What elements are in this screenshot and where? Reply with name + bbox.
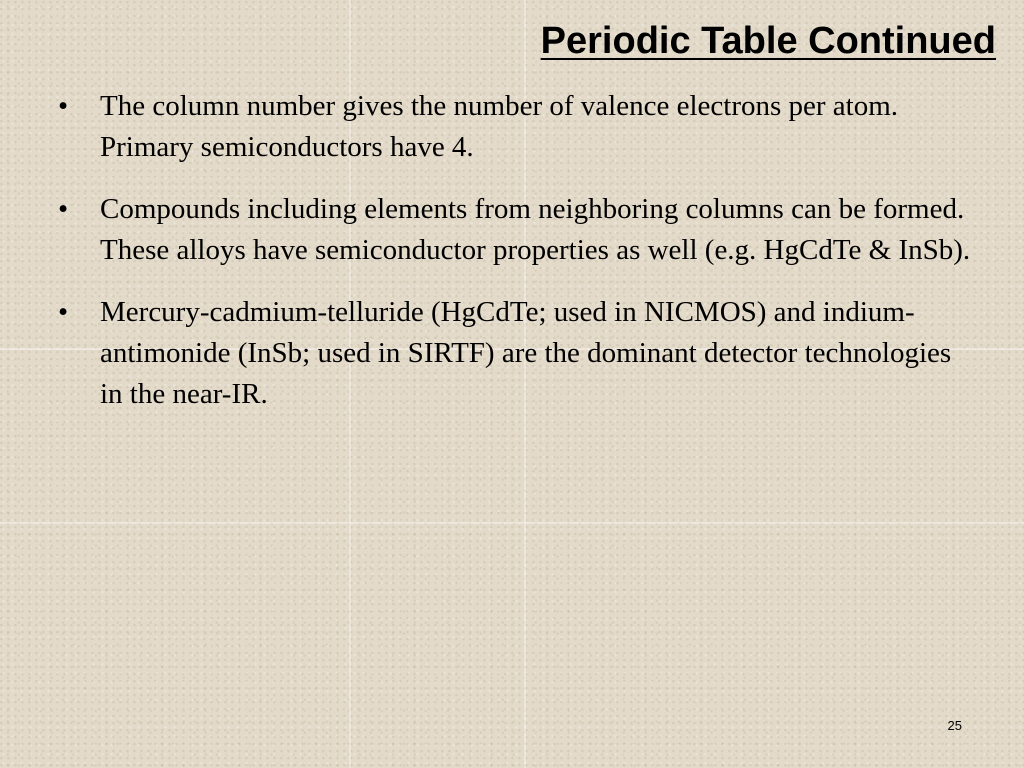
bullet-text: Mercury-cadmium-telluride (HgCdTe; used in NICMOS) and indium-antimonide (InSb; used in SIRTF) are the dominant detector technologies in the near-IR. <box>100 296 952 410</box>
bullet-marker: • <box>58 296 69 328</box>
bullet-item <box>58 292 978 415</box>
bullet-marker: • <box>58 90 69 122</box>
background-tile-seam <box>0 522 1024 524</box>
bullet-list <box>58 86 978 436</box>
bullet-item <box>58 86 978 168</box>
page-number: 25 <box>947 718 962 733</box>
bullet-text: The column number gives the number of valence electrons per atom. Primary semiconductors have 4. <box>100 90 899 163</box>
bullet-item <box>58 189 978 271</box>
slide-title: Periodic Table Continued <box>540 20 996 62</box>
bullet-marker: • <box>58 193 69 225</box>
bullet-text: Compounds including elements from neighboring columns can be formed. These alloys have semiconductor properties as well (e.g. HgCdTe & InSb). <box>100 193 971 266</box>
